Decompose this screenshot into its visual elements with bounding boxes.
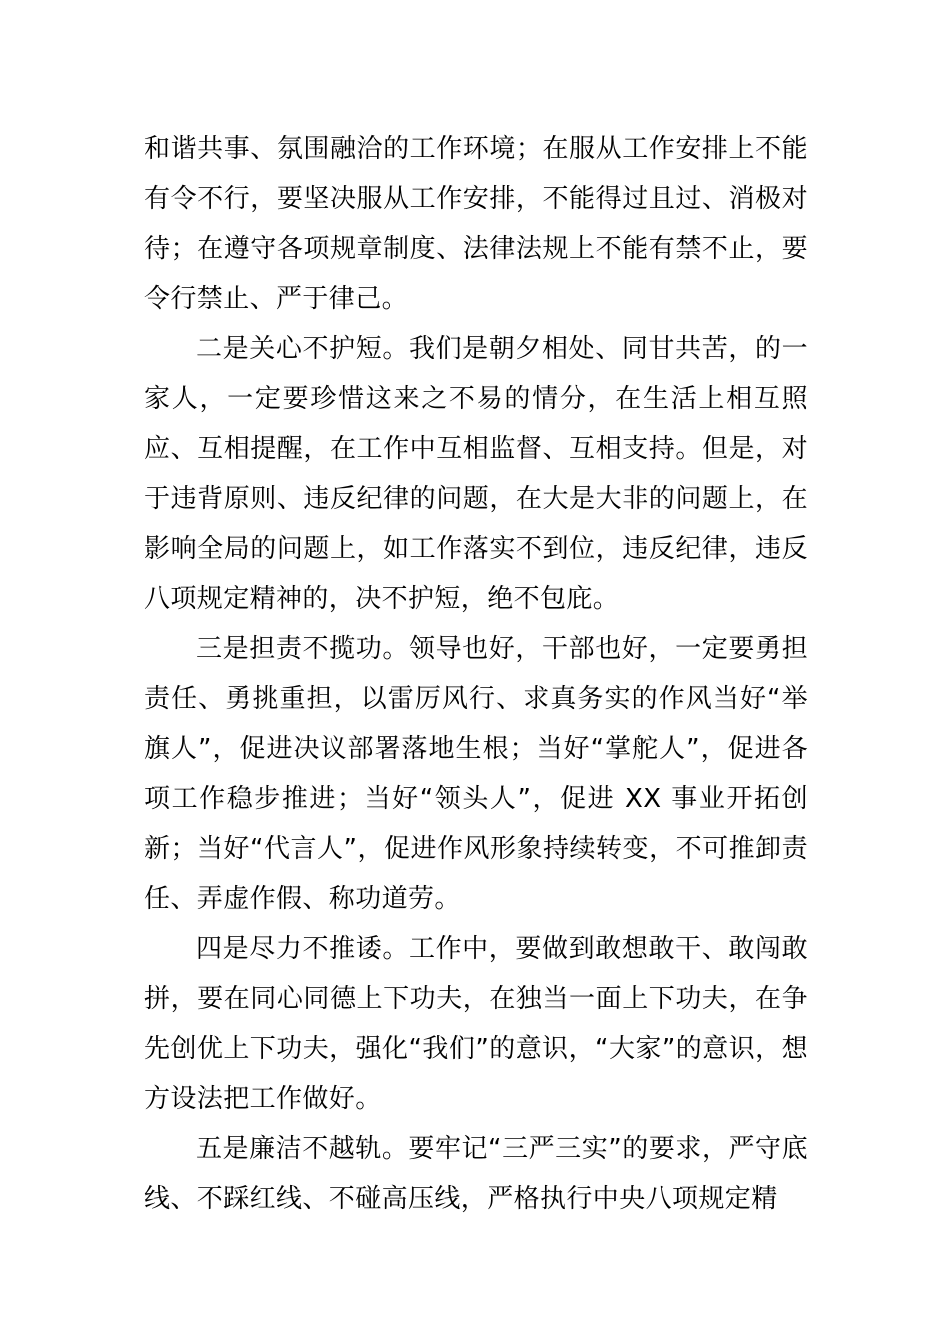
document-body <box>144 124 808 1224</box>
paragraph-integrity: 五是廉洁不越轨。要牢记“三严三实”的要求，严守底线、不踩红线、不碰高压线，严格执行中央八项规定精 <box>144 1134 808 1214</box>
paragraph-continuation: 和谐共事、氛围融洽的工作环境；在服从工作安排上不能有令不行，要坚决服从工作安排，不能得过且过、消极对待；在遵守各项规章制度、法律法规上不能有禁不止，要令行禁止、严于律己。 <box>144 134 808 314</box>
paragraph-care-not-protect: 二是关心不护短。我们是朝夕相处、同甘共苦，的一家人，一定要珍惜这来之不易的情分，在生活上相互照应、互相提醒，在工作中互相监督、互相支持。但是，对于违背原则、违反纪律的问题，在大是大非的问题上，在影响全局的问题上，如工作落实不到位，违反纪律，违反八项规定精神的，决不护短，绝不包庇。 <box>144 334 808 614</box>
paragraph-no-shirking: 四是尽力不推诿。工作中，要做到敢想敢干、敢闯敢拼，要在同心同德上下功夫，在独当一面上下功夫，在争先创优上下功夫，强化“我们”的意识，“大家”的意识，想方设法把工作做好。 <box>144 934 808 1114</box>
paragraph-take-responsibility: 三是担责不揽功。领导也好，干部也好，一定要勇担责任、勇挑重担，以雷厉风行、求真务实的作风当好“举旗人”，促进决议部署落地生根；当好“掌舵人”，促进各项工作稳步推进；当好“领头人”，促进 XX 事业开拓创新；当好“代言人”，促进作风形象持续转变，不可推卸责任、弄虚作假、称功道劳。 <box>144 634 808 914</box>
